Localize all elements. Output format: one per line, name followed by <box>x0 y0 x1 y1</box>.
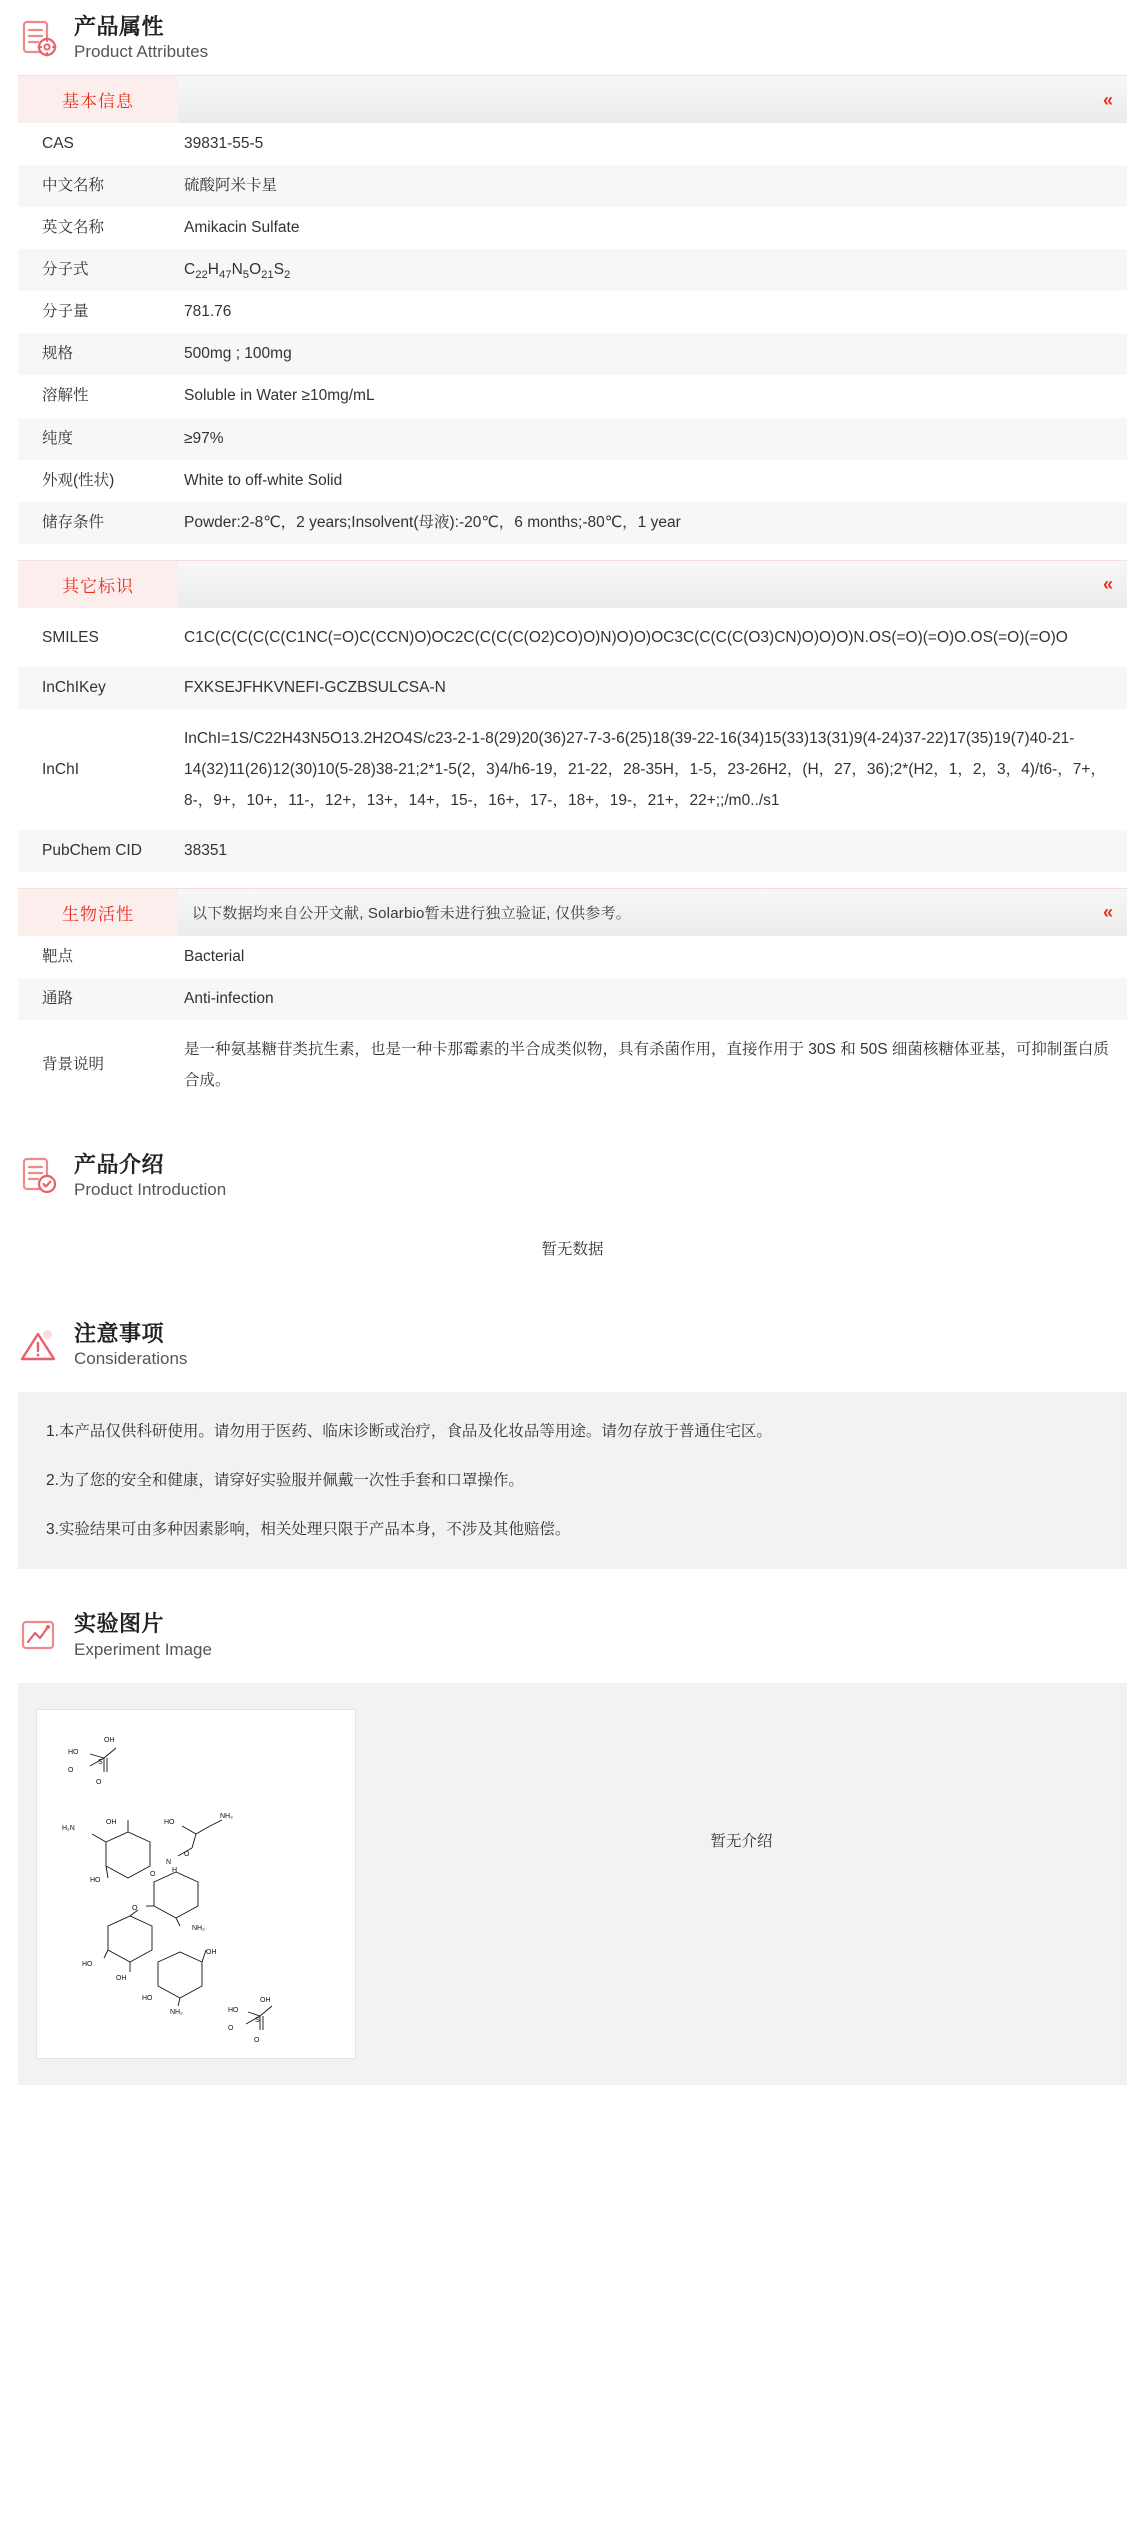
table-row <box>18 165 1127 207</box>
row-value: Powder:2-8℃，2 years;Insolvent(母液):-20℃，6 months;-80℃，1 year <box>178 502 1127 544</box>
row-key: 通路 <box>18 978 178 1020</box>
svg-text:O: O <box>96 1778 102 1786</box>
row-value-pubchem-cid: 38351 <box>178 830 1127 872</box>
row-value: 781.76 <box>178 291 1127 333</box>
section-title-cn: 产品介绍 <box>74 1151 165 1177</box>
row-value: Soluble in Water ≥10mg/mL <box>178 375 1127 417</box>
section-header-experiment-image <box>0 1597 1145 1672</box>
row-key: 溶解性 <box>18 375 178 417</box>
section-title-cn: 注意事项 <box>74 1321 165 1346</box>
row-key: 英文名称 <box>18 207 178 249</box>
section-title-en: Product Introduction <box>74 1179 227 1199</box>
svg-text:HO: HO <box>228 2006 239 2014</box>
svg-text:O: O <box>254 2036 260 2044</box>
svg-text:O: O <box>132 1904 138 1912</box>
svg-text:H₂N: H₂N <box>62 1824 75 1832</box>
section-title-en: Considerations <box>74 1349 188 1369</box>
consideration-item: 3.实验结果可由多种因素影响，相关处理只限于产品本身，不涉及其他赔偿。 <box>46 1521 571 1539</box>
section-gap <box>19 545 1126 559</box>
svg-text:NH₂: NH₂ <box>170 2008 183 2016</box>
row-key: 纯度 <box>18 418 178 460</box>
section-title-cn: 产品属性 <box>74 14 165 39</box>
row-value-molecular-formula: $C_{22}H_{47}N_5O_{21}S_2$ <box>178 249 1127 291</box>
section-header-considerations <box>0 1307 1145 1382</box>
experiment-image-empty-state: 暂无介绍 <box>710 1832 773 1850</box>
svg-text:HO: HO <box>82 1960 93 1968</box>
table-row <box>18 249 1127 291</box>
row-key: 分子量 <box>18 291 178 333</box>
product-introduction-empty-state: 暂无数据 <box>541 1241 604 1258</box>
table-row <box>18 936 1127 978</box>
considerations-panel <box>18 1392 1127 1569</box>
svg-text:OH: OH <box>116 1974 127 1982</box>
svg-text:HO: HO <box>68 1748 79 1756</box>
section-header-product-introduction <box>0 1138 1145 1213</box>
band-other-identifiers <box>18 560 1127 608</box>
row-value-smiles: C1C(C(C(C(C(C1NC(=O)C(CCN)O)OC2C(C(C(C(O2)CO)O)N)O)O)OC3C(C(C(C(O3)CN)O)O)O)N.OS(=O)(=O)O.OS(=O)(=O)O <box>178 608 1127 667</box>
row-value-pathway: Anti-infection <box>178 978 1127 1020</box>
row-key: InChI <box>18 709 178 830</box>
chemical-structure-thumbnail[interactable] <box>36 1709 356 2059</box>
row-value-inchikey: FXKSEJFHKVNEFI-GCZBSULCSA-N <box>178 667 1127 709</box>
row-key: SMILES <box>18 608 178 667</box>
row-value-inchi: InChI=1S/C22H43N5O13.2H2O4S/c23-2-1-8(29)20(36)27-7-3-6(25)18(39-22-16(34)15(33)13(31)9(4-24)37-22)17(35)19(7)40-21-14(32)11(26)12(30)10(5-28)38-21;2*1-5(2，3)4/h6-19，21-22，28-35H，1-5，23-26H2，(H，27，36);2*(H2，1，2，3，4)/t6-，7+，8-，9+，10+，11-，12+，13+，14+，15-，16+，17-，18+，19-，21+，22+;;/m0../s1 <box>178 709 1127 830</box>
band-label-other-identifiers: 其它标识 <box>18 561 178 608</box>
document-gear-icon <box>18 18 60 60</box>
table-row <box>18 123 1127 165</box>
band-label-bioactivity: 生物活性 <box>18 889 178 936</box>
row-value-background: 是一种氨基糖苷类抗生素，也是一种卡那霉素的半合成类似物，具有杀菌作用，直接作用于 30S 和 50S 细菌核糖体亚基，可抑制蛋白质合成。 <box>178 1020 1127 1110</box>
table-row <box>18 978 1127 1020</box>
collapse-chevron-bioactivity[interactable]: « <box>1103 902 1114 923</box>
warning-triangle-icon <box>18 1325 60 1367</box>
row-key: CAS <box>18 123 178 165</box>
document-check-icon <box>18 1155 60 1197</box>
svg-text:OH: OH <box>260 1996 271 2004</box>
svg-text:O: O <box>184 1850 190 1858</box>
collapse-chevron-basic-info[interactable]: « <box>1103 89 1114 110</box>
table-row <box>18 375 1127 417</box>
svg-text:N: N <box>166 1858 172 1866</box>
row-value-target: Bacterial <box>178 936 1127 978</box>
table-row <box>18 460 1127 502</box>
svg-text:H: H <box>172 1866 178 1874</box>
table-row <box>18 333 1127 375</box>
consideration-item: 1.本产品仅供科研使用。请勿用于医药、临床诊断或治疗，食品及化妆品等用途。请勿存放于普通住宅区。 <box>46 1423 772 1441</box>
section-title-en: Product Attributes <box>74 42 209 62</box>
svg-text:O: O <box>68 1766 74 1774</box>
row-key: InChIKey <box>18 667 178 709</box>
image-chart-icon <box>18 1615 60 1657</box>
table-row <box>18 502 1127 544</box>
section-gap <box>19 873 1126 887</box>
svg-text:O: O <box>150 1870 156 1878</box>
row-key: PubChem CID <box>18 830 178 872</box>
consideration-item: 2.为了您的安全和健康，请穿好实验服并佩戴一次性手套和口罩操作。 <box>46 1472 524 1490</box>
row-key: 储存条件 <box>18 502 178 544</box>
svg-text:S: S <box>98 1758 103 1766</box>
row-key: 分子式 <box>18 249 178 291</box>
svg-text:NH₂: NH₂ <box>192 1924 205 1932</box>
section-title-cn: 实验图片 <box>74 1611 165 1637</box>
band-bioactivity <box>18 888 1127 936</box>
section-title-en: Experiment Image <box>74 1639 212 1659</box>
svg-text:HO: HO <box>142 1994 153 2002</box>
row-value: White to off-white Solid <box>178 460 1127 502</box>
table-row <box>18 291 1127 333</box>
row-key: 中文名称 <box>18 165 178 207</box>
row-value: Amikacin Sulfate <box>178 207 1127 249</box>
band-note-bioactivity: 以下数据均来自公开文献, Solarbio暂未进行独立验证, 仅供参考。 <box>192 904 631 922</box>
row-value: 500mg ; 100mg <box>178 333 1127 375</box>
svg-text:HO: HO <box>164 1818 175 1826</box>
row-value: ≥97% <box>178 418 1127 460</box>
band-basic-info <box>18 75 1127 123</box>
table-row <box>18 667 1127 709</box>
row-key: 规格 <box>18 333 178 375</box>
svg-text:HO: HO <box>90 1876 101 1884</box>
row-key: 背景说明 <box>18 1020 178 1110</box>
svg-text:S: S <box>255 2016 260 2024</box>
svg-text:OH: OH <box>206 1948 217 1956</box>
band-label-basic-info: 基本信息 <box>18 76 178 123</box>
row-key: 外观(性状) <box>18 460 178 502</box>
row-value: 39831-55-5 <box>178 123 1127 165</box>
table-row <box>18 830 1127 872</box>
experiment-image-panel <box>18 1683 1127 2085</box>
amikacin-sulfate-structure-icon <box>46 1714 346 2054</box>
collapse-chevron-other-identifiers[interactable]: « <box>1103 574 1114 595</box>
product-attributes-table <box>18 75 1127 1109</box>
table-row <box>18 418 1127 460</box>
table-row <box>18 207 1127 249</box>
table-row <box>18 709 1127 830</box>
svg-text:OH: OH <box>106 1818 117 1826</box>
table-row <box>18 1020 1127 1110</box>
row-key: 靶点 <box>18 936 178 978</box>
svg-text:OH: OH <box>104 1736 115 1744</box>
svg-text:O: O <box>228 2024 234 2032</box>
section-header-product-attributes <box>0 0 1145 75</box>
table-row <box>18 608 1127 667</box>
svg-text:NH₂: NH₂ <box>220 1812 233 1820</box>
row-value: 硫酸阿米卡星 <box>178 165 1127 207</box>
